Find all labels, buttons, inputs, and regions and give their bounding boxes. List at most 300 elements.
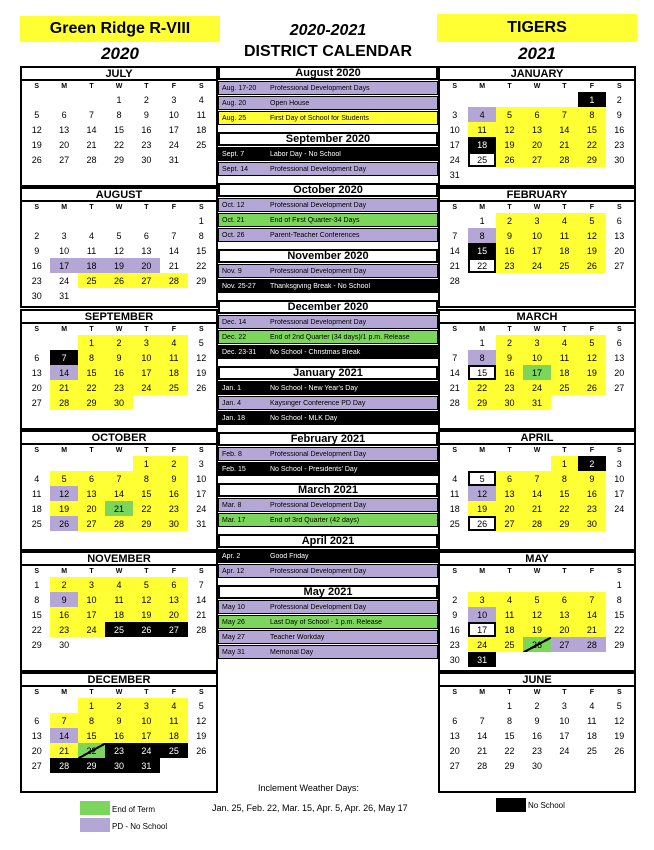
legend-label-term: End of Term — [112, 805, 155, 814]
empty-day-cell — [496, 456, 523, 471]
day-cell: 16 — [105, 728, 132, 743]
day-cell: 29 — [78, 395, 105, 410]
day-cell: 29 — [133, 516, 160, 531]
event-date: Jan. 1 — [222, 384, 242, 392]
day-cell: 9 — [34, 245, 40, 256]
day-cell: 6 — [551, 592, 578, 607]
day-cell: 20 — [133, 258, 160, 273]
day-cell: 30 — [31, 290, 42, 301]
weekday-header: T — [562, 83, 567, 90]
event-date: Oct. 26 — [222, 231, 245, 239]
day-cell: 8 — [551, 471, 578, 486]
day-cell: 30 — [59, 639, 70, 650]
weekday-header: T — [89, 204, 94, 211]
day-cell: 12 — [496, 122, 523, 137]
day-cell: 16 — [496, 243, 523, 258]
day-cell: 25 — [78, 273, 105, 288]
empty-day-cell — [50, 213, 77, 228]
empty-day-cell — [441, 92, 468, 107]
empty-day-cell — [78, 456, 105, 471]
day-cell: 18 — [78, 258, 105, 273]
day-cell: 10 — [449, 124, 460, 135]
day-cell: 6 — [523, 107, 550, 122]
event-date: Oct. 21 — [222, 216, 245, 224]
day-cell: 21 — [449, 260, 460, 271]
day-cell: 12 — [578, 228, 605, 243]
day-cell: 26 — [105, 273, 132, 288]
legend-swatch-noschool — [496, 798, 526, 812]
event-date: Dec. 22 — [222, 333, 247, 341]
day-cell: 30 — [160, 516, 187, 531]
weekday-header: S — [452, 83, 458, 90]
day-cell: 20 — [551, 622, 578, 637]
event-row — [218, 462, 438, 476]
day-cell: 15 — [196, 245, 207, 256]
day-cell: 9 — [452, 609, 458, 620]
weekday-header: S — [198, 447, 204, 454]
event-description: Professional Development Day — [270, 165, 367, 173]
day-cell: 26 — [468, 516, 495, 531]
day-cell: 28 — [196, 624, 207, 635]
day-cell: 27 — [78, 516, 105, 531]
day-cell: 6 — [616, 337, 622, 348]
day-cell: 29 — [113, 154, 124, 165]
day-cell: 20 — [523, 137, 550, 152]
day-cell: 31 — [168, 154, 179, 165]
event-row — [218, 600, 438, 614]
day-cell: 15 — [78, 365, 105, 380]
day-cell: 21 — [50, 743, 77, 758]
weekday-header: S — [34, 326, 40, 333]
event-month-heading: December 2020 — [218, 300, 438, 314]
day-cell: 19 — [196, 730, 207, 741]
weekday-header: M — [61, 326, 68, 333]
empty-day-cell — [50, 92, 77, 107]
weekday-header: T — [144, 568, 149, 575]
day-cell: 16 — [531, 730, 542, 741]
day-cell: 11 — [468, 122, 495, 137]
event-row — [218, 264, 438, 278]
day-cell: 13 — [59, 124, 70, 135]
day-cell: 7 — [198, 579, 204, 590]
day-cell: 18 — [196, 124, 207, 135]
day-cell: 30 — [531, 760, 542, 771]
day-cell: 3 — [133, 698, 160, 713]
day-cell: 28 — [105, 516, 132, 531]
day-cell: 23 — [449, 639, 460, 650]
day-cell: 4 — [468, 107, 495, 122]
day-cell: 24 — [78, 622, 105, 637]
weekday-header: M — [479, 326, 486, 333]
day-cell: 13 — [614, 352, 625, 363]
event-description: Professional Development Day — [270, 318, 367, 326]
weekday-header: S — [34, 447, 40, 454]
legend-label-pd: PD - No School — [112, 822, 168, 831]
day-cell: 30 — [105, 395, 132, 410]
day-cell: 19 — [578, 243, 605, 258]
day-cell: 26 — [523, 637, 550, 652]
day-cell: 10 — [614, 473, 625, 484]
day-cell: 30 — [105, 758, 132, 773]
day-cell: 9 — [105, 350, 132, 365]
day-cell: 9 — [105, 713, 132, 728]
event-row — [218, 411, 438, 425]
weekday-header: T — [144, 447, 149, 454]
weekday-header: T — [562, 689, 567, 696]
day-cell: 10 — [468, 607, 495, 622]
empty-day-cell — [523, 456, 550, 471]
day-cell: 24 — [468, 637, 495, 652]
day-cell: 8 — [78, 350, 105, 365]
day-cell: 20 — [496, 501, 523, 516]
event-date: Aug. 17-20 — [222, 84, 257, 92]
day-cell: 15 — [468, 243, 495, 258]
weekday-header: T — [562, 204, 567, 211]
day-cell: 14 — [551, 122, 578, 137]
day-cell: 2 — [578, 456, 605, 471]
day-cell: 21 — [50, 380, 77, 395]
day-cell: 5 — [198, 700, 204, 711]
event-description: Professional Development Day — [270, 501, 367, 509]
event-month-heading: September 2020 — [218, 132, 438, 146]
day-cell: 3 — [61, 230, 67, 241]
day-cell: 10 — [559, 715, 570, 726]
day-cell: 18 — [551, 243, 578, 258]
day-cell: 21 — [551, 137, 578, 152]
day-cell: 29 — [31, 639, 42, 650]
day-cell: 11 — [587, 715, 597, 726]
event-row — [218, 513, 438, 527]
day-cell: 3 — [133, 335, 160, 350]
day-cell: 30 — [578, 516, 605, 531]
empty-day-cell — [133, 213, 160, 228]
weekday-header: S — [616, 568, 622, 575]
day-cell: 21 — [86, 139, 97, 150]
day-cell: 7 — [50, 350, 77, 365]
day-cell: 5 — [116, 230, 122, 241]
month-title: FEBRUARY — [440, 189, 634, 202]
weekday-header: F — [171, 689, 176, 696]
day-cell: 17 — [559, 730, 570, 741]
event-description: Labor Day - No School — [270, 150, 341, 158]
event-month-heading: January 2021 — [218, 366, 438, 380]
day-cell: 7 — [479, 715, 485, 726]
day-cell: 29 — [551, 516, 578, 531]
weekday-header: W — [115, 689, 123, 696]
day-cell: 27 — [614, 382, 625, 393]
day-cell: 21 — [449, 382, 460, 393]
weekday-header: S — [34, 689, 40, 696]
day-cell: 25 — [160, 743, 187, 758]
event-row — [218, 615, 438, 629]
day-cell: 15 — [31, 609, 42, 620]
weekday-header: F — [171, 326, 176, 333]
day-cell: 23 — [496, 380, 523, 395]
day-cell: 17 — [78, 607, 105, 622]
day-cell: 14 — [86, 124, 97, 135]
day-cell: 12 — [31, 124, 42, 135]
event-description: End of 2nd Quarter (34 days)/1 p.m. Release — [270, 333, 410, 341]
month-october — [20, 430, 218, 551]
day-cell: 26 — [196, 382, 207, 393]
day-cell: 25 — [551, 258, 578, 273]
month-december — [20, 672, 218, 793]
day-cell: 14 — [449, 245, 460, 256]
weekday-header: W — [533, 689, 541, 696]
day-cell: 23 — [496, 258, 523, 273]
day-cell: 26 — [578, 258, 605, 273]
day-cell: 19 — [50, 501, 77, 516]
day-cell: 26 — [133, 622, 160, 637]
day-cell: 26 — [496, 152, 523, 167]
day-cell: 14 — [523, 486, 550, 501]
weekday-header: S — [616, 326, 622, 333]
empty-day-cell — [441, 335, 468, 350]
event-date: Feb. 15 — [222, 465, 246, 473]
day-cell: 10 — [133, 713, 160, 728]
day-cell: 24 — [168, 139, 179, 150]
event-row — [218, 564, 438, 578]
day-cell: 31 — [133, 758, 160, 773]
day-cell: 25 — [160, 380, 187, 395]
month-july — [20, 66, 218, 187]
day-cell: 8 — [34, 594, 40, 605]
event-description: No School - New Year's Day — [270, 384, 358, 392]
month-august — [20, 187, 218, 308]
weekday-header: T — [144, 204, 149, 211]
day-cell: 17 — [168, 124, 179, 135]
day-cell: 16 — [141, 124, 152, 135]
event-row — [218, 381, 438, 395]
day-cell: 27 — [31, 760, 42, 771]
day-cell: 19 — [105, 258, 132, 273]
event-description: Memorial Day — [270, 648, 314, 656]
event-date: Nov. 9 — [222, 267, 242, 275]
empty-day-cell — [468, 577, 495, 592]
day-cell: 10 — [523, 350, 550, 365]
month-april — [438, 430, 636, 551]
day-cell: 18 — [105, 607, 132, 622]
day-cell: 11 — [551, 350, 578, 365]
weekday-header: T — [507, 568, 512, 575]
event-date: Sept. 7 — [222, 150, 245, 158]
day-cell: 11 — [496, 607, 523, 622]
day-cell: 14 — [578, 607, 605, 622]
day-cell: 17 — [523, 365, 550, 380]
day-cell: 24 — [559, 745, 570, 756]
event-description: Professional Development Day — [270, 201, 367, 209]
weekday-header: W — [533, 447, 541, 454]
day-cell: 22 — [78, 743, 105, 758]
event-date: May 10 — [222, 603, 245, 611]
mascot-banner: TIGERS — [437, 14, 637, 42]
day-cell: 7 — [551, 107, 578, 122]
day-cell: 1 — [551, 456, 578, 471]
weekday-header: S — [198, 689, 204, 696]
weekday-header: M — [479, 689, 486, 696]
month-november — [20, 551, 218, 672]
weekday-header: S — [616, 447, 622, 454]
day-cell: 28 — [449, 397, 460, 408]
event-description: Good Friday — [270, 552, 309, 560]
empty-day-cell — [23, 92, 50, 107]
day-cell: 1 — [479, 337, 485, 348]
day-cell: 9 — [534, 715, 540, 726]
weekday-header: F — [171, 204, 176, 211]
event-date: Apr. 12 — [222, 567, 245, 575]
day-cell: 4 — [496, 592, 523, 607]
day-cell: 9 — [160, 471, 187, 486]
weekday-header: M — [61, 568, 68, 575]
weekday-header: F — [589, 326, 594, 333]
day-cell: 25 — [31, 518, 42, 529]
day-cell: 14 — [50, 728, 77, 743]
day-cell: 1 — [198, 215, 204, 226]
event-row — [218, 228, 438, 242]
day-cell: 28 — [50, 758, 77, 773]
day-cell: 13 — [31, 367, 42, 378]
weekday-header: M — [479, 83, 486, 90]
event-row — [218, 630, 438, 644]
day-cell: 22 — [468, 380, 495, 395]
day-cell: 9 — [143, 109, 149, 120]
day-cell: 7 — [171, 230, 177, 241]
day-cell: 2 — [143, 94, 149, 105]
day-cell: 6 — [34, 715, 40, 726]
day-cell: 22 — [551, 501, 578, 516]
day-cell: 4 — [198, 94, 204, 105]
weekday-header: T — [89, 326, 94, 333]
day-cell: 9 — [50, 592, 77, 607]
day-cell: 7 — [523, 471, 550, 486]
day-cell: 16 — [50, 607, 77, 622]
month-title: MAY — [440, 553, 634, 566]
day-cell: 20 — [614, 367, 625, 378]
day-cell: 3 — [468, 592, 495, 607]
weekday-header: T — [507, 83, 512, 90]
day-cell: 4 — [89, 230, 95, 241]
weekday-header: T — [89, 447, 94, 454]
weekday-header: S — [198, 326, 204, 333]
empty-day-cell — [23, 335, 50, 350]
day-cell: 24 — [614, 503, 625, 514]
day-cell: 4 — [105, 577, 132, 592]
day-cell: 7 — [89, 109, 95, 120]
month-june — [438, 672, 636, 793]
day-cell: 31 — [449, 169, 460, 180]
weekday-header: T — [562, 447, 567, 454]
weekday-header: M — [479, 447, 486, 454]
event-date: Jan. 18 — [222, 414, 245, 422]
day-cell: 23 — [160, 501, 187, 516]
event-row — [218, 645, 438, 659]
day-cell: 25 — [586, 745, 597, 756]
month-title: JULY — [22, 68, 216, 81]
empty-day-cell — [78, 213, 105, 228]
weekday-header: S — [452, 447, 458, 454]
empty-day-cell — [50, 698, 77, 713]
day-cell: 15 — [578, 122, 605, 137]
event-date: Jan. 4 — [222, 399, 242, 407]
day-cell: 19 — [523, 622, 550, 637]
day-cell: 15 — [78, 728, 105, 743]
day-cell: 19 — [196, 367, 207, 378]
weekday-header: W — [533, 83, 541, 90]
day-cell: 27 — [523, 152, 550, 167]
event-description: End of First Quarter-34 Days — [270, 216, 360, 224]
day-cell: 1 — [133, 456, 160, 471]
weekday-header: F — [589, 689, 594, 696]
day-cell: 16 — [105, 365, 132, 380]
day-cell: 8 — [78, 713, 105, 728]
day-cell: 4 — [551, 335, 578, 350]
event-description: No School - Christmas Break — [270, 348, 361, 356]
weekday-header: S — [616, 204, 622, 211]
day-cell: 8 — [116, 109, 122, 120]
day-cell: 9 — [496, 350, 523, 365]
day-cell: 20 — [78, 501, 105, 516]
day-cell: 3 — [171, 94, 177, 105]
event-row — [218, 162, 438, 176]
weekday-header: T — [144, 83, 149, 90]
weekday-header: F — [171, 83, 176, 90]
day-cell: 12 — [196, 715, 207, 726]
weekday-header: T — [144, 689, 149, 696]
day-cell: 23 — [531, 745, 542, 756]
month-title: SEPTEMBER — [22, 311, 216, 324]
day-cell: 18 — [551, 365, 578, 380]
day-cell: 17 — [449, 139, 460, 150]
calendar-title: DISTRICT CALENDAR — [244, 43, 412, 60]
event-description: Professional Development Day — [270, 603, 367, 611]
day-cell: 4 — [160, 335, 187, 350]
empty-day-cell — [441, 577, 468, 592]
day-cell: 28 — [50, 395, 77, 410]
empty-day-cell — [468, 698, 495, 713]
day-cell: 28 — [449, 275, 460, 286]
event-description: Open House — [270, 99, 310, 107]
day-cell: 14 — [196, 594, 207, 605]
day-cell: 2 — [34, 230, 40, 241]
day-cell: 8 — [468, 228, 495, 243]
day-cell: 29 — [78, 758, 105, 773]
event-description: Professional Development Day — [270, 267, 367, 275]
day-cell: 11 — [32, 488, 42, 499]
event-date: Aug. 25 — [222, 114, 247, 122]
day-cell: 23 — [105, 743, 132, 758]
day-cell: 15 — [133, 486, 160, 501]
event-date: Aug. 20 — [222, 99, 247, 107]
weekday-header: W — [533, 568, 541, 575]
day-cell: 20 — [59, 139, 70, 150]
day-cell: 13 — [31, 730, 42, 741]
day-cell: 8 — [578, 107, 605, 122]
day-cell: 19 — [614, 730, 625, 741]
day-cell: 28 — [160, 273, 187, 288]
day-cell: 2 — [105, 335, 132, 350]
day-cell: 10 — [78, 592, 105, 607]
weekday-header: S — [34, 83, 40, 90]
event-month-heading: April 2021 — [218, 534, 438, 548]
day-cell: 29 — [504, 760, 515, 771]
event-description: Thanksgiving Break - No School — [270, 282, 370, 290]
empty-day-cell — [50, 456, 77, 471]
event-description: End of 3rd Quarter (42 days) — [270, 516, 360, 524]
day-cell: 2 — [105, 698, 132, 713]
event-description: Professional Development Day — [270, 450, 367, 458]
weekday-header: S — [616, 689, 622, 696]
day-cell: 4 — [452, 473, 458, 484]
